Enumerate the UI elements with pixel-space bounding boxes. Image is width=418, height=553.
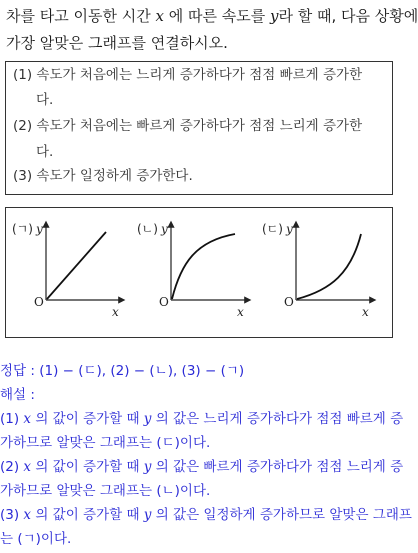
origin-label: O (284, 295, 294, 309)
question-line-1: 차를 타고 이동한 시간 x 에 따른 속도를 y라 할 때, 다음 상황에 (6, 7, 418, 25)
curve-convex (297, 234, 361, 299)
explanation-1: (1) x 의 값이 증가할 때 y 의 값은 느리게 증가하다가 점점 빠르게 증 (0, 411, 404, 427)
explanation-2-cont: 가하므로 알맞은 그래프는 (ㄴ)이다. (0, 483, 211, 499)
graph-convex (262, 222, 374, 319)
x-axis-label: x (237, 305, 244, 319)
y-axis-label: y (161, 222, 168, 236)
graph-concave (137, 222, 249, 319)
condition-1-cont: 다. (36, 92, 54, 108)
graph-label-3: (ㄷ) (262, 222, 283, 236)
graphs-svg (6, 208, 392, 337)
x-axis-label: x (112, 305, 119, 319)
condition-3: (3) 속도가 일정하게 증가한다. (13, 168, 193, 184)
curve-linear (47, 232, 106, 299)
graph-label-2: (ㄴ) (137, 222, 158, 236)
origin-label: O (34, 295, 44, 309)
origin-label: O (159, 295, 169, 309)
explanation-2: (2) x 의 값이 증가할 때 y 의 값은 빠르게 증가하다가 점점 느리게 증 (0, 459, 404, 475)
condition-2-cont: 다. (36, 144, 54, 160)
condition-1: (1) 속도가 처음에는 느리게 증가하다가 점점 빠르게 증가한 (13, 67, 363, 83)
var-x: x (155, 7, 164, 25)
condition-2: (2) 속도가 처음에는 빠르게 증가하다가 점점 느리게 증가한 (13, 118, 363, 134)
conditions-box (5, 61, 393, 195)
curve-concave (172, 234, 235, 299)
explanation-heading: 해설 : (0, 387, 35, 403)
explanation-3-cont: 는 (ㄱ)이다. (0, 531, 72, 547)
graph-linear (12, 222, 123, 319)
y-axis-label: y (286, 222, 293, 236)
explanation-3: (3) x 의 값이 증가할 때 y 의 값은 일정하게 증가하므로 알맞은 그래프 (0, 507, 412, 523)
question-line-2: 가장 알맞은 그래프를 연결하시오. (6, 34, 228, 52)
answer-line: 정답 : (1) − (ㄷ), (2) − (ㄴ), (3) − (ㄱ) (0, 363, 245, 379)
graphs-box (5, 207, 393, 338)
question-text (6, 3, 418, 57)
var-y: y (269, 7, 279, 25)
x-axis-label: x (362, 305, 369, 319)
explanation-1-cont: 가하므로 알맞은 그래프는 (ㄷ)이다. (0, 435, 211, 451)
graph-label-1: (ㄱ) (12, 222, 33, 236)
y-axis-label: y (36, 222, 43, 236)
